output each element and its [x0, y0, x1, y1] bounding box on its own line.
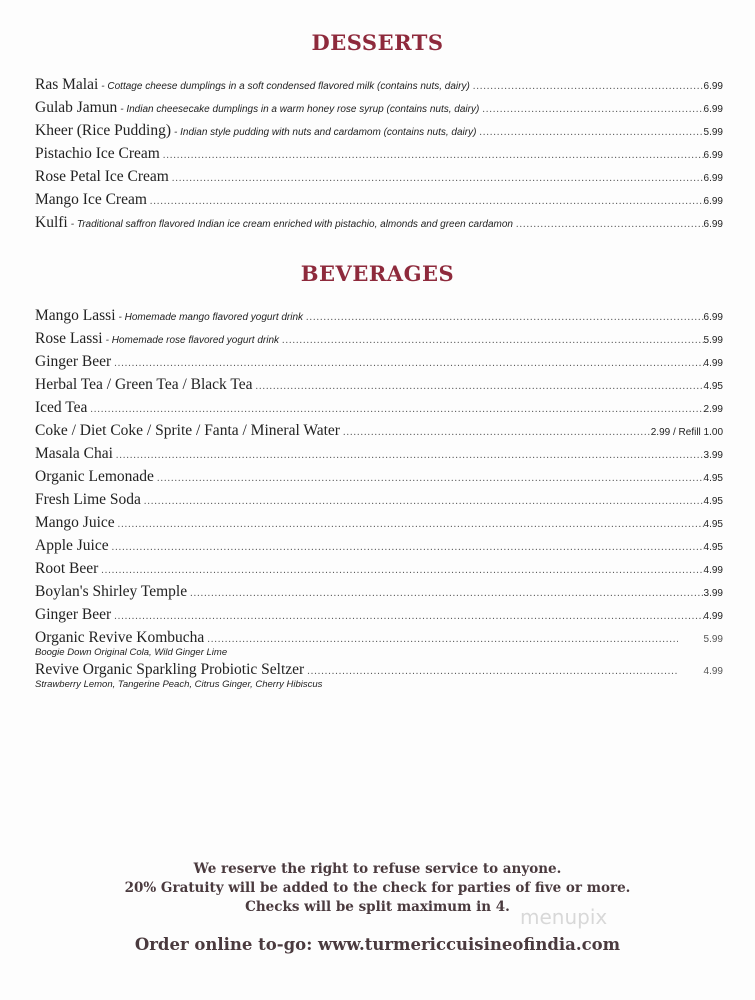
menu-item — [35, 76, 723, 99]
beverages-list — [35, 307, 723, 693]
item-name: Ginger Beer — [35, 606, 112, 623]
policy-notes — [0, 860, 755, 917]
menu-item — [35, 560, 723, 583]
item-price: 6.99 — [703, 219, 723, 230]
item-name: Revive Organic Sparkling Probiotic Seltzer — [35, 661, 305, 678]
item-description: - Traditional saffron flavored Indian ice cream enriched with pistachio, almonds and green cardamon — [70, 219, 513, 230]
dot-leader — [116, 450, 704, 461]
dot-leader — [207, 634, 678, 645]
dot-leader — [112, 542, 704, 553]
dot-leader — [516, 219, 704, 230]
dot-leader — [307, 666, 678, 677]
item-flavors: Strawberry Lemon, Tangerine Peach, Citrus Ginger, Cherry Hibiscus — [35, 679, 323, 690]
menu-item — [35, 168, 723, 191]
policy-gratuity: 20% Gratuity will be added to the check for parties of five or more. — [124, 880, 631, 896]
item-name: Boylan's Shirley Temple — [35, 583, 188, 600]
item-price: 2.99 / Refill 1.00 — [650, 427, 723, 438]
menu-item — [35, 491, 723, 514]
item-price: 6.99 — [703, 104, 723, 115]
dot-leader — [90, 404, 703, 415]
item-name: Organic Revive Kombucha — [35, 629, 205, 646]
dot-leader — [150, 196, 704, 207]
item-name: Masala Chai — [35, 445, 113, 462]
menu-item — [35, 99, 723, 122]
item-price: 3.99 — [703, 450, 723, 461]
item-description: - Cottage cheese dumplings in a soft condensed flavored milk (contains nuts, dairy) — [101, 81, 470, 92]
order-online-link[interactable]: Order online to-go: www.turmericcuisineofindia.com — [134, 935, 621, 954]
item-name: Kheer (Rice Pudding) — [35, 122, 172, 139]
item-flavors: Boogie Down Original Cola, Wild Ginger Lime — [35, 647, 228, 658]
dot-leader — [114, 358, 703, 369]
menu-item — [35, 376, 723, 399]
dot-leader — [114, 611, 703, 622]
item-price: 4.95 — [703, 542, 723, 553]
item-name: Coke / Diet Coke / Sprite / Fanta / Mineral Water — [35, 422, 340, 439]
item-price: 5.99 — [703, 127, 723, 138]
item-description: - Homemade mango flavored yogurt drink — [118, 312, 304, 323]
item-name: Ras Malai — [35, 76, 99, 93]
dot-leader — [256, 381, 704, 392]
dot-leader — [172, 173, 704, 184]
item-name: Root Beer — [35, 560, 99, 577]
menu-item — [35, 445, 723, 468]
menu-item — [35, 583, 723, 606]
menu-item — [35, 606, 723, 629]
policy-checks: Checks will be split maximum in 4. — [245, 899, 510, 915]
item-price: 4.99 — [703, 358, 723, 369]
beverages-heading: BEVERAGES — [300, 261, 455, 286]
item-price: 6.99 — [703, 173, 723, 184]
item-price: 3.99 — [703, 588, 723, 599]
menu-item — [35, 145, 723, 168]
item-description: - Homemade rose flavored yogurt drink — [105, 335, 280, 346]
item-price: 5.99 — [703, 335, 723, 346]
watermark: menupix — [520, 905, 608, 929]
item-description: - Indian style pudding with nuts and cardamom (contains nuts, dairy) — [174, 127, 477, 138]
item-name: Herbal Tea / Green Tea / Black Tea — [35, 376, 253, 393]
dot-leader — [282, 335, 704, 346]
desserts-heading: DESSERTS — [311, 30, 444, 55]
item-price: 4.95 — [703, 496, 723, 507]
item-price: 4.99 — [703, 611, 723, 622]
menu-item — [35, 307, 723, 330]
dot-leader — [101, 565, 703, 576]
item-price: 6.99 — [703, 150, 723, 161]
item-name: Fresh Lime Soda — [35, 491, 141, 508]
item-name: Gulab Jamun — [35, 99, 118, 116]
menu-item — [35, 214, 723, 237]
item-name: Ginger Beer — [35, 353, 112, 370]
item-name: Kulfi — [35, 214, 68, 231]
item-price: 4.99 — [703, 666, 723, 677]
item-price: 4.95 — [703, 473, 723, 484]
menu-item — [35, 191, 723, 214]
dot-leader — [157, 473, 704, 484]
menu-item — [35, 537, 723, 560]
item-description: - Indian cheesecake dumplings in a warm honey rose syrup (contains nuts, dairy) — [120, 104, 480, 115]
item-price: 6.99 — [703, 312, 723, 323]
item-name: Pistachio Ice Cream — [35, 145, 160, 162]
menu-item — [35, 330, 723, 353]
item-price: 6.99 — [703, 81, 723, 92]
menu-item — [35, 353, 723, 376]
dot-leader — [473, 81, 704, 92]
dot-leader — [479, 127, 703, 138]
item-name: Organic Lemonade — [35, 468, 154, 485]
menu-item — [35, 468, 723, 491]
menu-item — [35, 514, 723, 537]
policy-refuse: We reserve the right to refuse service to anyone. — [193, 861, 562, 877]
item-name: Apple Juice — [35, 537, 109, 554]
item-name: Rose Petal Ice Cream — [35, 168, 169, 185]
menu-item — [35, 399, 723, 422]
item-name: Rose Lassi — [35, 330, 103, 347]
item-price: 6.99 — [703, 196, 723, 207]
item-price: 5.99 — [703, 634, 723, 645]
item-price: 2.99 — [703, 404, 723, 415]
item-price: 4.95 — [703, 519, 723, 530]
dot-leader — [482, 104, 703, 115]
dot-leader — [306, 312, 703, 323]
menu-item — [35, 422, 723, 445]
item-price: 4.99 — [703, 565, 723, 576]
item-name: Mango Juice — [35, 514, 115, 531]
dot-leader — [343, 427, 651, 438]
desserts-list — [35, 76, 723, 237]
item-price: 4.95 — [703, 381, 723, 392]
dot-leader — [190, 588, 703, 599]
dot-leader — [118, 519, 704, 530]
dot-leader — [163, 150, 704, 161]
item-name: Mango Ice Cream — [35, 191, 147, 208]
item-name: Iced Tea — [35, 399, 88, 416]
menu-item — [35, 122, 723, 145]
dot-leader — [144, 496, 704, 507]
item-name: Mango Lassi — [35, 307, 116, 324]
